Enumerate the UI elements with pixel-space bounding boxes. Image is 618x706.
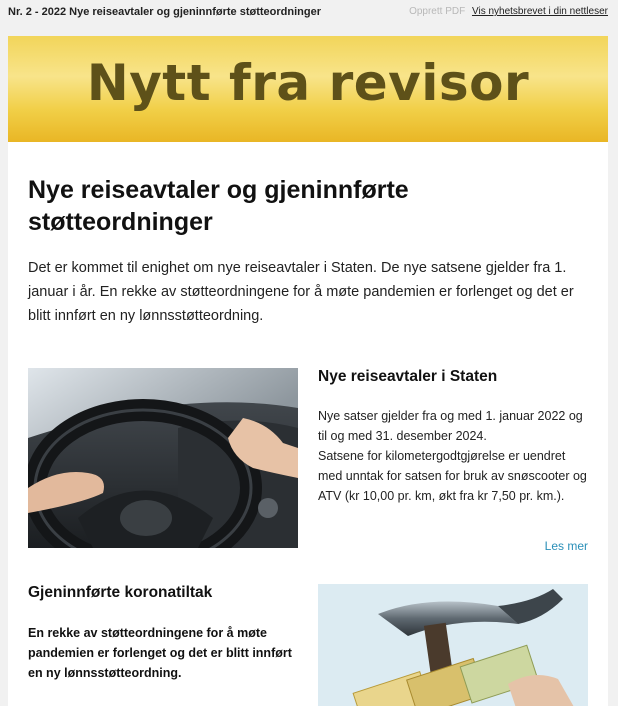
create-pdf-link[interactable]: Opprett PDF	[409, 6, 466, 17]
read-more-link[interactable]: Les mer	[544, 539, 588, 553]
article-lede-covid: En rekke av støtteordningene for å møte pandemien er forlenget og det er blitt innført en ny lønnsstøtteordning.	[28, 626, 292, 680]
header-links	[409, 6, 608, 17]
issue-title: Nr. 2 - 2022 Nye reiseavtaler og gjeninnførte støtteordninger	[8, 6, 321, 18]
email-header-bar	[0, 0, 618, 26]
newsletter-card	[8, 36, 608, 706]
article-title-covid[interactable]: Gjeninnførte koronatiltak	[28, 584, 213, 601]
intro-text: Det er kommet til enighet om nye reiseavtaler i Staten. De nye satsene gjelder fra 1. januar i år. En rekke av støtteordningene for å møte pandemien er forlenget og det er blitt innført en ny lønnsstøtteordning.	[28, 260, 574, 324]
view-in-browser-link[interactable]: Vis nyhetsbrevet i din nettleser	[471, 6, 608, 17]
article-body-paragraph: Satsene for kilometergodtgjørelse er uendret med unntak for satsen for bruk av snøscooter og ATV (kr 10,00 pr. km, økt fra kr 7,50 pr. km.).	[318, 449, 587, 503]
banner-title: Nytt fra revisor	[86, 54, 530, 112]
article-body-travel	[318, 406, 588, 506]
hammer-banknotes-image[interactable]	[318, 584, 588, 706]
main-title: Nye reiseavtaler og gjeninnførte støtteordninger	[28, 176, 409, 236]
article-title-travel[interactable]: Nye reiseavtaler i Staten	[318, 368, 498, 385]
newsletter-banner	[8, 36, 608, 142]
article-body-paragraph: Nye satser gjelder fra og med 1. januar 2022 og til og med 31. desember 2024.	[318, 409, 583, 443]
steering-wheel-image[interactable]	[28, 368, 298, 548]
